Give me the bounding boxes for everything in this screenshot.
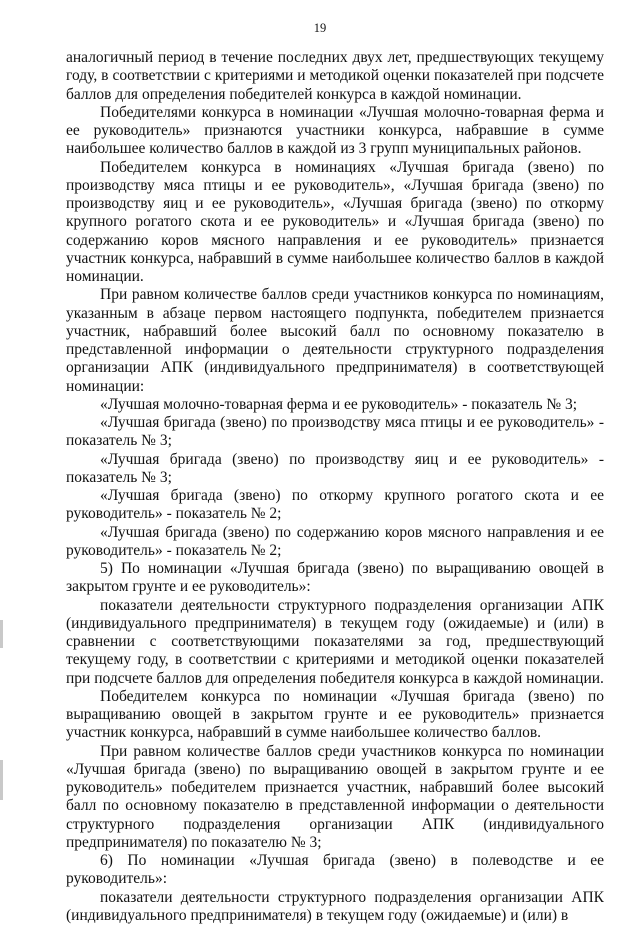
- list-item: «Лучшая бригада (звено) по производству мяса птицы и ее руководитель» - показатель № 3;: [66, 414, 604, 451]
- page-number: 19: [0, 21, 640, 36]
- list-item: «Лучшая бригада (звено) по производству яиц и ее руководитель» - показатель № 3;: [66, 451, 604, 488]
- list-item: «Лучшая бригада (звено) по откорму крупного рогатого скота и ее руководитель» - показатель № 2;: [66, 487, 604, 524]
- document-body: [66, 49, 604, 925]
- paragraph: Победителем конкурса в номинациях «Лучшая бригада (звено) по производству мяса птицы и ее руководитель», «Лучшая бригада (звено) по производству яиц и ее руководитель», «Лучшая бригада (звено) по откорму крупного рогатого скота и ее руководитель» и «Лучшая бригада (звено) по содержанию коров мясного направления и ее руководитель» признается участник конкурса, набравший в сумме наибольшее количество баллов в каждой номинации.: [66, 159, 604, 287]
- paragraph: аналогичный период в течение последних двух лет, предшествующих текущему году, в соответствии с критериями и методикой оценки показателей при подсчете баллов для определения победителей конкурса в каждой номинации.: [66, 49, 604, 104]
- paragraph: показатели деятельности структурного подразделения организации АПК (индивидуального предпринимателя) в текущем году (ожидаемые) и (или) в: [66, 889, 604, 925]
- paragraph: Победителем конкурса по номинации «Лучшая бригада (звено) по выращиванию овощей в закрытом грунте и ее руководитель» признается участник конкурса, набравший в сумме наибольшее количество баллов.: [66, 688, 604, 743]
- section-heading: 6) По номинации «Лучшая бригада (звено) в полеводстве и ее руководитель»:: [66, 852, 604, 889]
- paragraph: При равном количестве баллов среди участников конкурса по номинации «Лучшая бригада (звено) по выращиванию овощей в закрытом грунте и ее руководитель» победителем признается участник, набравший более высокий балл по основному показателю в представленной информации о деятельности структурного подразделения организации АПК (индивидуального предпринимателя) по показателю № 3;: [66, 743, 604, 853]
- scan-margin-mark: [0, 620, 3, 648]
- paragraph: При равном количестве баллов среди участников конкурса по номинациям, указанным в абзаце первом настоящего подпункта, победителем признается участник, набравший более высокий балл по основному показателю в представленной информации о деятельности структурного подразделения организации АПК (индивидуального предпринимателя) в соответствующей номинации:: [66, 286, 604, 396]
- list-item: «Лучшая молочно-товарная ферма и ее руководитель» - показатель № 3;: [66, 396, 604, 414]
- paragraph: Победителями конкурса в номинации «Лучшая молочно-товарная ферма и ее руководитель» признаются участники конкурса, набравшие в сумме наибольшее количество баллов в каждой из 3 групп муниципальных районов.: [66, 104, 604, 159]
- list-item: «Лучшая бригада (звено) по содержанию коров мясного направления и ее руководитель» - показатель № 2;: [66, 524, 604, 561]
- paragraph: показатели деятельности структурного подразделения организации АПК (индивидуального предпринимателя) в текущем году (ожидаемые) и (или) в сравнении с соответствующими показателями за год, предшествующий текущему году, в соответствии с критериями и методикой оценки показателей при подсчете баллов для определения победителя конкурса в каждой номинации.: [66, 597, 604, 688]
- section-heading: 5) По номинации «Лучшая бригада (звено) по выращиванию овощей в закрытом грунте и ее руководитель»:: [66, 560, 604, 597]
- scan-margin-mark: [0, 760, 3, 800]
